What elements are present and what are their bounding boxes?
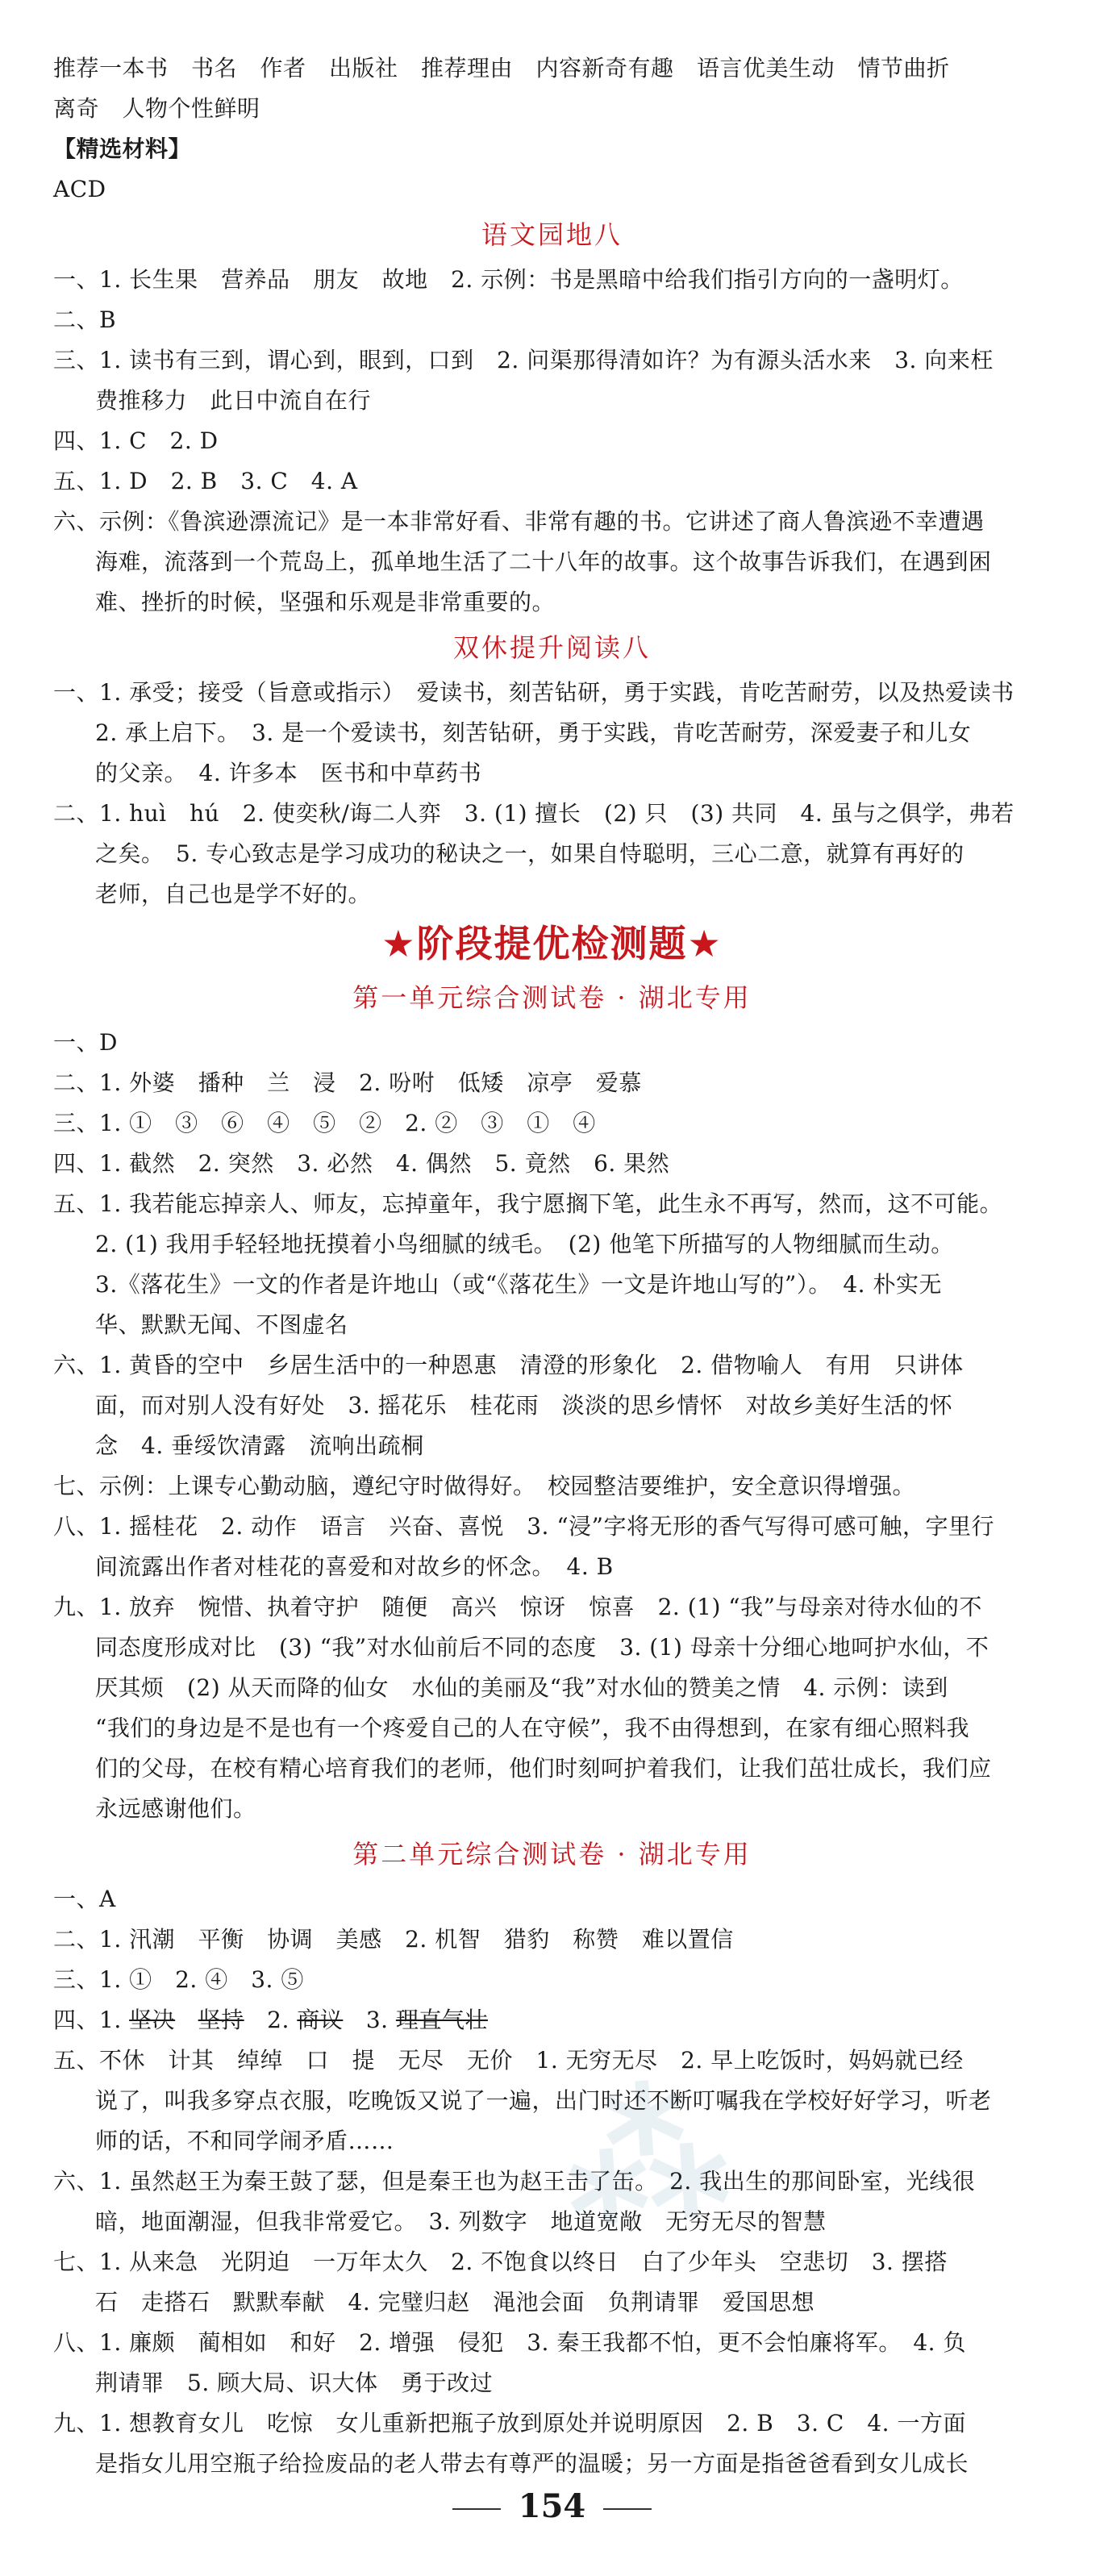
text-line: 四、1. C 2. D [53, 427, 219, 454]
text-line: 二、1. huì hú 2. 使奕秋/诲二人弈 3. (1) 擅长 (2) 只 (3) 共同 4. 虽与之俱学，弗若 [53, 800, 1014, 827]
text-line: 六、1. 虽然赵王为秦王鼓了瑟，但是秦王也为赵王击了缶。 2. 我出生的那间卧室，光线很 [53, 2168, 976, 2195]
text-line: 厌其烦 (2) 从天而降的仙女 水仙的美丽及“我”对水仙的赞美之情 4. 示例：读到 [95, 1674, 948, 1701]
text-line: 是指女儿用空瓶子给捡废品的老人带去有尊严的温暖；另一方面是指爸爸看到女儿成长 [95, 2450, 969, 2477]
section-label: 【精选材料】 [53, 135, 192, 162]
segment [175, 2007, 198, 2033]
text-line: 永远感谢他们。 [95, 1795, 256, 1822]
dash-left [452, 2508, 501, 2510]
stage-test-title: ★阶段提优检测题★ [381, 922, 723, 965]
text-line: 之矣。 5. 专心致志是学习成功的秘诀之一，如果自恃聪明，三心二意，就算有再好的 [95, 840, 964, 867]
text-line: 五、1. D 2. B 3. C 4. A [53, 468, 358, 494]
text-line: 老师，自己也是学不好的。 [95, 881, 372, 907]
text-line: 师的话，不和同学闹矛盾…… [95, 2128, 394, 2154]
text-line: 说了，叫我多穿点衣服，吃晚饭又说了一遍，出门时还不断叮嘱我在学校好好学习，听老 [95, 2087, 992, 2114]
text-line: 荆请罪 5. 顾大局、识大体 勇于改过 [95, 2370, 494, 2396]
text-line: 三、1. ① 2. ④ 3. ⑤ [53, 1966, 304, 1993]
text-line: 间流露出作者对桂花的喜爱和对故乡的怀念。 4. B [95, 1553, 614, 1580]
text-line: ACD [53, 176, 106, 202]
text-line: 二、B [53, 306, 117, 333]
text-line-strikethrough [53, 2000, 1061, 2040]
text-line: 五、1. 我若能忘掉亲人、师友，忘掉童年，我宁愿搁下笔，此生永不再写，然而，这不可能。 [53, 1190, 1003, 1217]
text-line: 二、1. 外婆 播种 兰 浸 2. 吩咐 低矮 凉亭 爱慕 [53, 1069, 642, 1096]
section-title-shuangxiu: 双休提升阅读八 [452, 632, 651, 663]
unit-one-test-title: 第一单元综合测试卷 · 湖北专用 [352, 982, 752, 1013]
page-number-text: 154 [518, 2487, 586, 2525]
text-line: 2. (1) 我用手轻轻地抚摸着小鸟细腻的绒毛。 (2) 他笔下所描写的人物细腻而生动。 [95, 1231, 954, 1257]
unit-two-test-title: 第二单元综合测试卷 · 湖北专用 [352, 1839, 752, 1869]
text-line: 二、1. 汛潮 平衡 协调 美感 2. 机智 猎豹 称赞 难以置信 [53, 1926, 734, 1953]
text-line: 七、示例：上课专心勤动脑，遵纪守时做得好。 校园整洁要维护，安全意识得增强。 [53, 1473, 916, 1499]
dash-right [603, 2508, 652, 2510]
text-line: 一、1. 承受；接受（旨意或指示） 爱读书，刻苦钻研，勇于实践，肯吃苦耐劳，以及热爱读书 [53, 679, 1014, 706]
text-line: 九、1. 想教育女儿 吃惊 女儿重新把瓶子放到原处并说明原因 2. B 3. C 4. 一方面 [53, 2410, 966, 2436]
text-line: 暗，地面潮湿，但我非常爱它。 3. 列数字 地道宽敞 无穷无尽的智慧 [95, 2208, 827, 2235]
page-number [0, 2484, 1104, 2529]
text-line: 七、1. 从来急 光阴迫 一万年太久 2. 不饱食以终日 白了少年头 空悲切 3. 摆搭 [53, 2249, 948, 2275]
text-line: 难、挫折的时候，坚强和乐观是非常重要的。 [95, 589, 556, 615]
watermark: ⁂ [558, 2058, 760, 2259]
segment: 2. [244, 2007, 298, 2033]
text-line: 九、1. 放弃 惋惜、执着守护 随便 高兴 惊讶 惊喜 2. (1) “我”与母亲对待水仙的不 [53, 1594, 982, 1620]
section-title-yuwen-yuandi: 语文园地八 [481, 219, 623, 250]
text-line: 八、1. 廉颇 蔺相如 和好 2. 增强 侵犯 3. 秦王我都不怕，更不会怕廉将军。 4. 负 [53, 2329, 966, 2356]
struck-word: 商议 [297, 2007, 344, 2033]
text-line: 五、不休 计其 绰绰 口 提 无尽 无价 1. 无穷无尽 2. 早上吃饭时，妈妈就已经 [53, 2047, 964, 2074]
segment: 3. [343, 2007, 396, 2033]
text-line: 离奇 人物个性鲜明 [53, 95, 260, 122]
text-line: 费推移力 此日中流自在行 [95, 387, 372, 414]
segment: 四、1. [53, 2007, 130, 2033]
text-line: 2. 承上启下。 3. 是一个爱读书，刻苦钻研，勇于实践，肯吃苦耐劳，深爱妻子和儿女 [95, 719, 972, 746]
text-line: 海难，流落到一个荒岛上，孤单地生活了二十八年的故事。这个故事告诉我们，在遇到困 [95, 548, 992, 575]
text-line: 六、1. 黄昏的空中 乡居生活中的一种恩惠 清澄的形象化 2. 借物喻人 有用 只讲体 [53, 1352, 964, 1378]
text-line: 一、1. 长生果 营养品 朋友 故地 2. 示例：书是黑暗中给我们指引方向的一盏明灯。 [53, 266, 964, 293]
text-line: 们的父母，在校有精心培育我们的老师，他们时刻呵护着我们，让我们茁壮成长，我们应 [95, 1755, 992, 1782]
text-line: 推荐一本书 书名 作者 出版社 推荐理由 内容新奇有趣 语言优美生动 情节曲折 [53, 55, 950, 81]
text-line: 六、示例：《鲁滨逊漂流记》是一本非常好看、非常有趣的书。它讲述了商人鲁滨逊不幸遭遇 [53, 508, 985, 535]
text-line: 三、1. 读书有三到，谓心到，眼到，口到 2. 问渠那得清如许？为有源头活水来 3. 向来枉 [53, 347, 994, 373]
text-line: 石 走搭石 默默奉献 4. 完璧归赵 渑池会面 负荆请罪 爱国思想 [95, 2289, 815, 2315]
text-line: 面，而对别人没有好处 3. 摇花乐 桂花雨 淡淡的思乡情怀 对故乡美好生活的怀 [95, 1392, 953, 1419]
text-line: 一、D [53, 1029, 118, 1056]
text-line: “我们的身边是不是也有一个疼爱自己的人在守候”，我不由得想到，在家有细心照料我 [95, 1715, 970, 1741]
struck-word: 坚持 [198, 2007, 244, 2033]
text-line: 华、默默无闻、不图虚名 [95, 1311, 348, 1338]
struck-word: 坚决 [129, 2007, 176, 2033]
text-line: 四、1. 截然 2. 突然 3. 必然 4. 偶然 5. 竟然 6. 果然 [53, 1150, 670, 1177]
text-line: 一、A [53, 1886, 116, 1912]
text-line: 的父亲。 4. 许多本 医书和中草药书 [95, 760, 482, 786]
text-line: 八、1. 摇桂花 2. 动作 语言 兴奋、喜悦 3. “浸”字将无形的香气写得可感可触，字里行 [53, 1513, 994, 1540]
text-line: 三、1. ① ③ ⑥ ④ ⑤ ② 2. ② ③ ① ④ [53, 1110, 596, 1136]
text-line: 3.《落花生》一文的作者是许地山（或“《落花生》一文是许地山写的”）。 4. 朴实无 [95, 1271, 942, 1298]
struck-word: 理直气壮 [395, 2007, 488, 2033]
text-line: 同态度形成对比 (3) “我”对水仙前后不同的态度 3. (1) 母亲十分细心地呵护水仙，不 [95, 1634, 989, 1661]
text-line: 念 4. 垂绥饮清露 流响出疏桐 [95, 1432, 424, 1459]
